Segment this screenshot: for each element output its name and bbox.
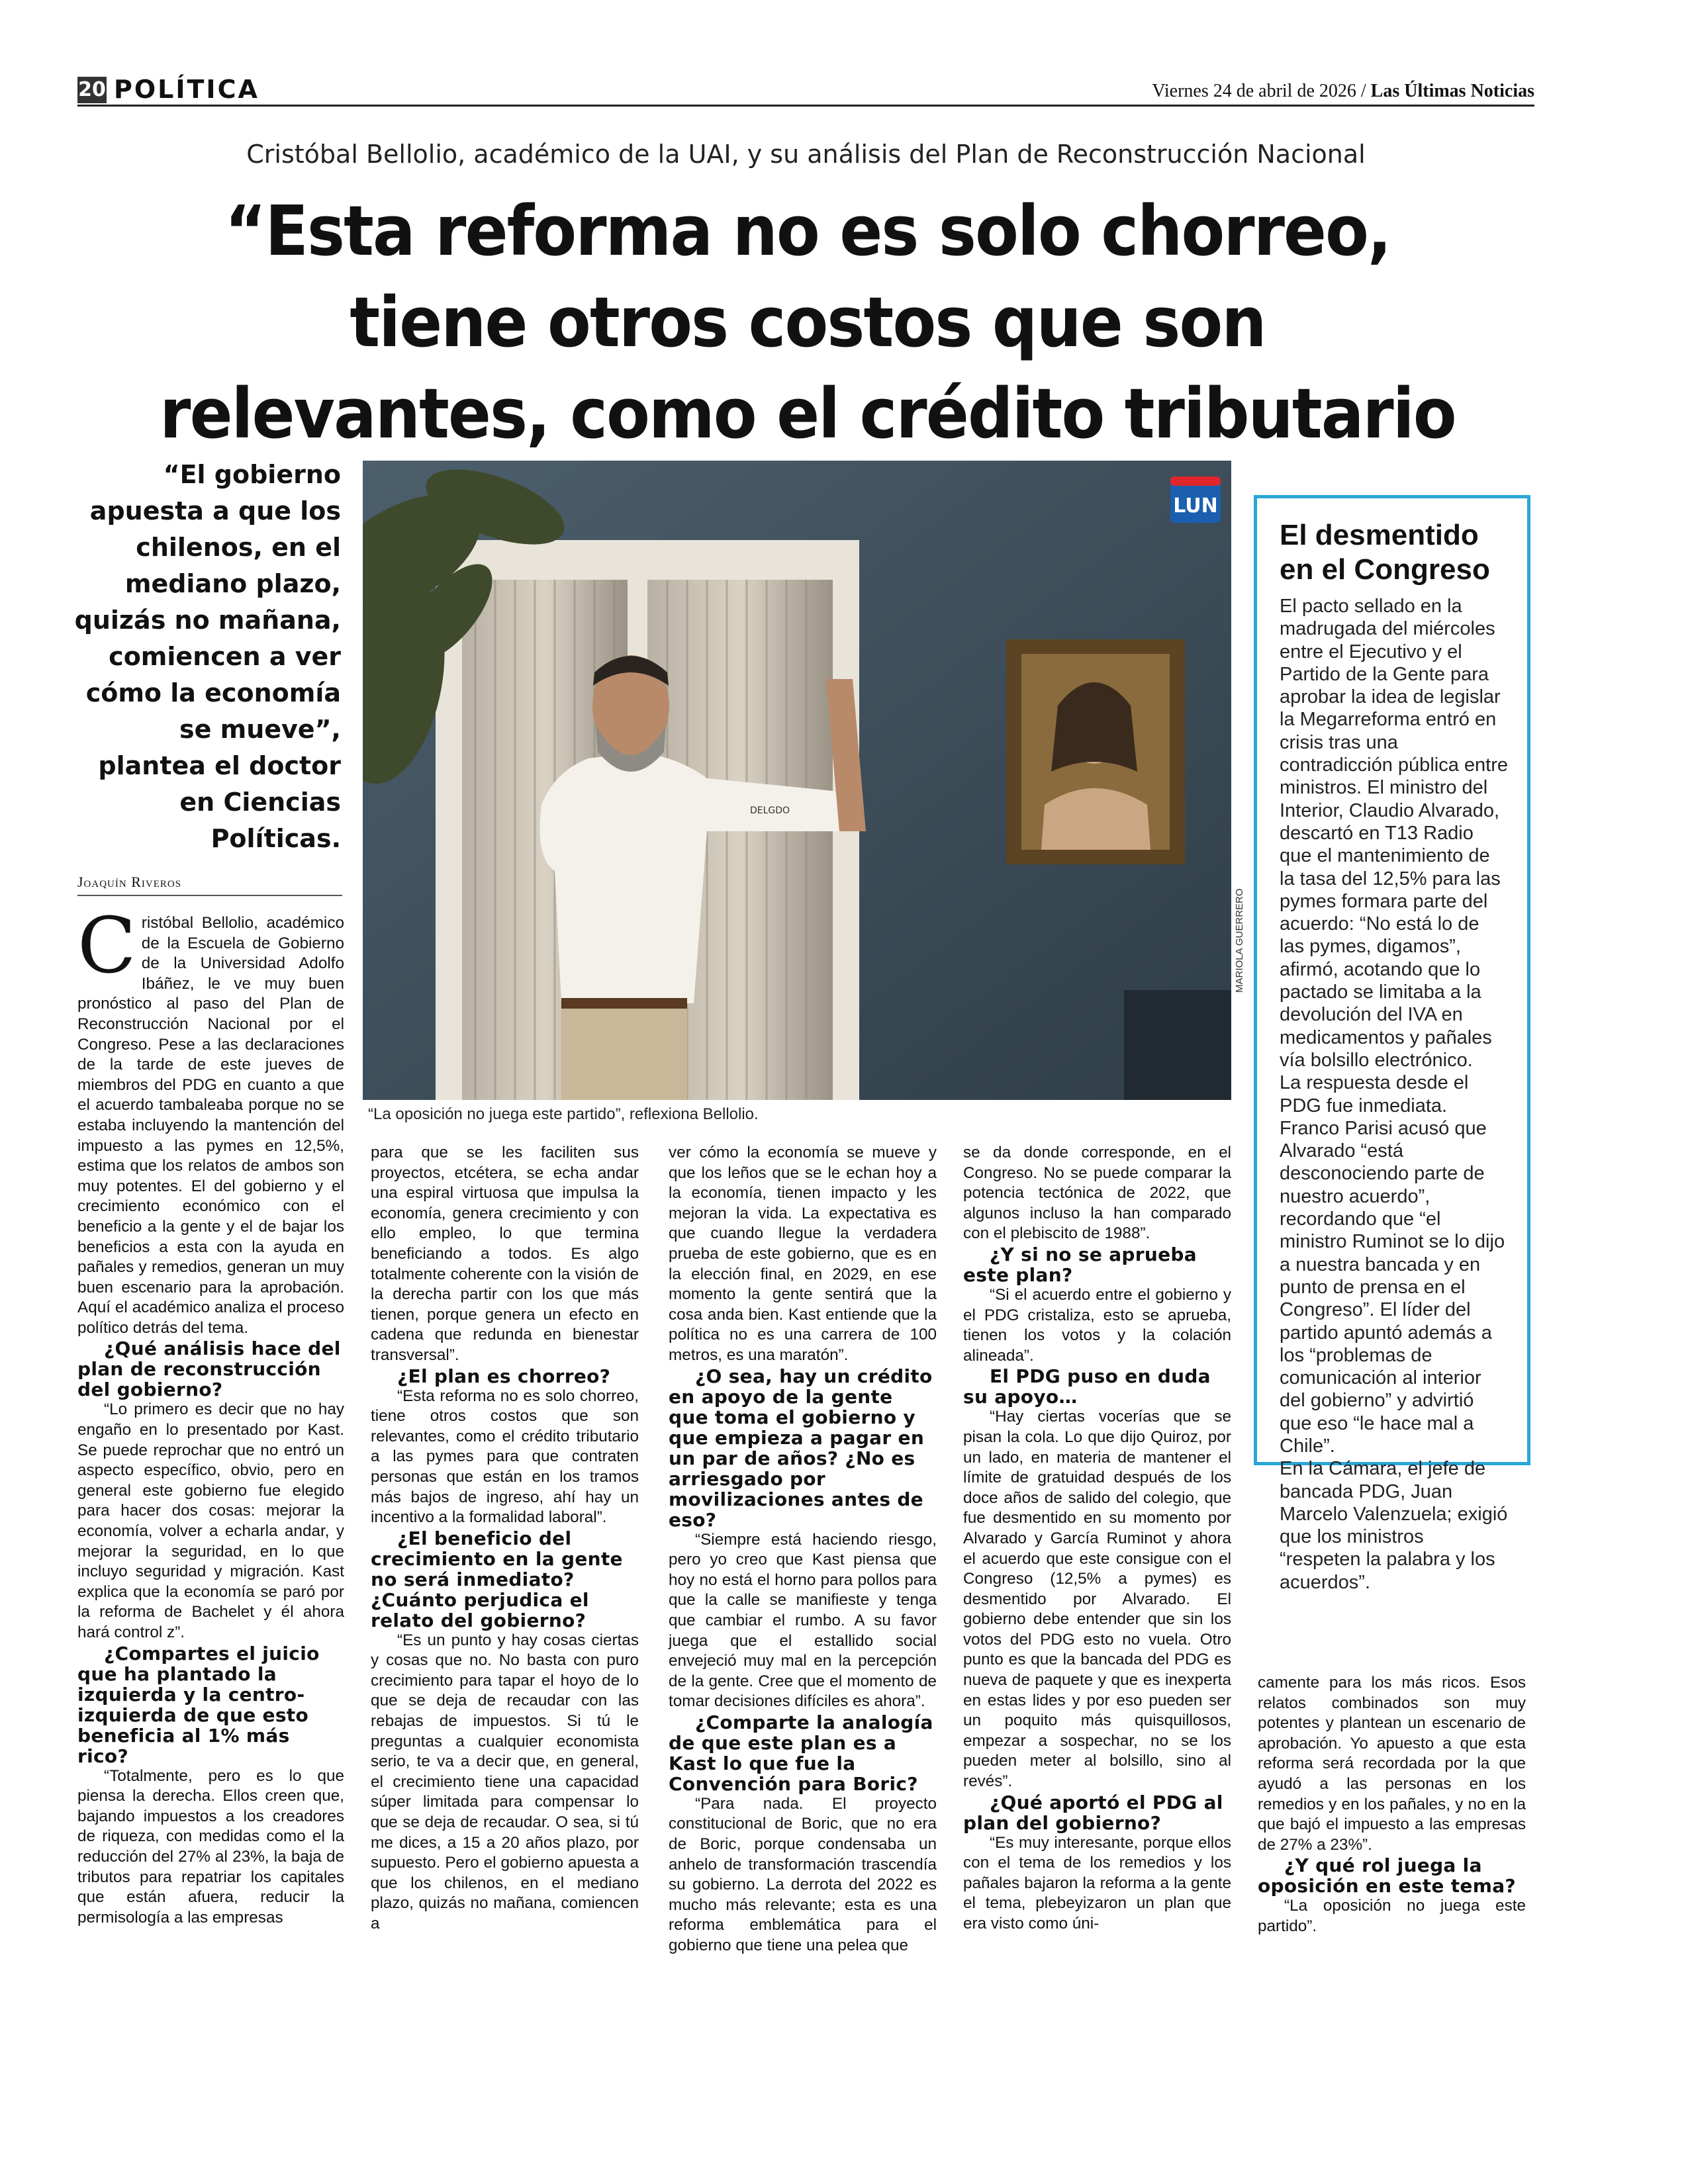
sidebar-title: El desmentido en el Congreso [1280,519,1490,586]
interview-question: ¿Qué aportó el PDG al plan del gobierno? [963,1791,1223,1834]
interview-question: ¿Y qué rol juega la oposición en este tema? [1258,1854,1516,1897]
article-kicker: Cristóbal Bellolio, académico de la UAI, y su análisis del Plan de Reconstrucción Nacional [246,140,1366,169]
interview-question: El PDG puso en duda su apoyo… [963,1365,1211,1408]
article-photo [363,461,1231,1100]
interview-question: ¿O sea, hay un crédito en apoyo de la gente que toma el gobierno y que empieza a pagar en un par de años? ¿No es arriesgado por movilizaciones antes de eso? [669,1365,933,1531]
chair [1124,990,1231,1100]
header-dateline [1152,81,1534,102]
interview-answer: “Si el acuerdo entre el gobierno y el PDG cristaliza, esto se aprueba, tienen los votos y la colación alineada”. [963,1285,1231,1365]
sidebar-box [1254,495,1530,1593]
article-headline: “Esta reforma no es solo chorreo, tiene otros costos que son relevantes, como el crédito tributario [160,191,1456,454]
interview-answer: “Para nada. El proyecto constitucional de Boric, que no era de Boric, porque condensaba un anhelo de transformación trascendía su gobierno. La derrota del 2022 es mucho más relevante; esta es una reforma emblemática para el gobierno que tiene una pelea que [669,1794,937,1955]
interview-question: ¿Y si no se aprueba este plan? [963,1243,1197,1286]
interview-question: ¿Compartes el juicio que ha plantado la izquierda y la centro-izquierda de que esto beneficia al 1% más rico? [77,1642,320,1767]
interview-answer: camente para los más ricos. Esos relatos combinados son muy potentes y plantean un escenario de aprobación. Yo apuesto a que esta reforma será recordada por la que ayudó a las personas en los remedios y en los pañales, y no en la que bajó el impuesto a las empresas de 27% a 23%”. [1258,1674,1526,1854]
interview-answer: para que se les faciliten sus proyectos, etcétera, se echa andar una espiral virtuosa que impulsa la economía, genera crecimiento y con ello empleo, lo que termina beneficiando a todos. Es algo totalmente coherente con la visión de la derecha partir con los que más tienen, porque genera un efecto en cadena que redunda en bienestar transversal”. [371,1144,639,1364]
intro-text: ristóbal Bellolio, académico de la Escuela de Gobierno de la Universidad Adolfo Ibáñez, le ve muy buen pronóstico al paso del Plan de Reconstrucción Nacional por el Congreso. Pese a las declaraciones de la tarde de este jueves de miembros del PDG en cuanto a que el acuerdo tambaleaba porque no se estaba incluyendo la mantención del impuesto a las pymes en 12,5%, estima que los relatos de ambos son muy potentes. El del gobierno y el crecimiento económico con el beneficio a la gente y el de bajar los beneficios a esta con la ayuda en pañales y remedios, generan un muy buen escenario para la aprobación. Aquí el académico analiza el proceso político detrás del tema. [77,914,344,1337]
column-3 [669,1143,937,1956]
column-2 [371,1143,639,1934]
trousers [561,1003,687,1100]
column-5 [1258,1673,1526,1937]
byline-rule [77,895,342,896]
interview-answer: “Hay ciertas vocerías que se pisan la cola. Lo que dijo Quiroz, por un lado, en materia de mantener el límite de gratuidad después de los doce años de salido del colegio, que fue desmentido en su momento por Alvarado y García Ruminot y ahora el acuerdo que este consigue con el Congreso (12,5% a pymes) es desmentido por Alvarado. El gobierno debe entender que sin los votos del PDG esto no vuela. Otro punto es que la bancada del PDG es nueva de paquete y que es inexperta en estas lides y por eso pueden ser un poquito más quisquillosos, empezar a sospechar, no se los pueden meter al bolsillo, sino al revés”. [963,1408,1231,1791]
pull-quote: “El gobierno apuesta a que los chilenos, en el mediano plazo, quizás no mañana, comiencen a ver cómo la economía se mueve”, plantea el doctor en Ciencias Políticas. [74,460,341,853]
interview-answer: “Es un punto y hay cosas ciertas y cosas que no. No basta con puro crecimiento para tapar el hoyo de lo que se deja de recaudar con las rebajas de impuestos. Si tú le preguntas a cualquier economista serio, te va a decir que, en general, el crecimiento tiene una capacidad súper limitada para compensar lo que se deja de recaudar. O sea, si tú me dices, a 15 a 20 años plazo, por supuesto. Pero el gobierno apuesta a que los chilenos, en el mediano plazo, quizás no mañana, comiencen a [371,1631,639,1933]
section-title: POLÍTICA [114,75,259,104]
photo-caption: “La oposición no juega este partido”, reflexiona Bellolio. [368,1105,759,1123]
sidebar-paragraph: En la Cámara, el jefe de bancada PDG, Juan Marcelo Valenzuela; exigió que los ministros “respeten la palabra y los acuerdos”. [1280,1458,1508,1593]
interview-answer: “La oposición no juega este partido”. [1258,1897,1526,1935]
lun-badge-text: LUN [1173,494,1218,518]
photo-illustration [363,461,1231,1100]
interview-answer: “Siempre está haciendo riesgo, pero yo creo que Kast piensa que hoy no está el horno para pollos para que la calle se manifieste y tenga que cambiar el rumbo. A su favor juega que el estallido social envejeció muy mal en la percepción de la gente. Cree que el momento de tomar decisiones difíciles es ahora”. [669,1530,937,1711]
photo-credit: MARIOLA GUERRERO [1234,888,1245,993]
interview-question: ¿Qué análisis hace del plan de reconstrucción del gobierno? [77,1338,341,1401]
sidebar-paragraph: El pacto sellado en la madrugada del miércoles entre el Ejecutivo y el Partido de la Gente para aprobar la idea de legislar la Megarreforma entró en crisis tras una contradicción pública entre ministros. El ministro del Interior, Claudio Alvarado, descartó en T13 Radio que el mantenimiento de la tasa del 12,5% para las pymes formara parte del acuerdo: “No está lo de las pymes, digamos”, afirmó, acotando que lo pactado se limitaba a la devolución del IVA en medicamentos y pañales vía bolsillo electrónico. [1280,596,1508,1071]
interview-question: ¿El beneficio del crecimiento en la gente no será inmediato? ¿Cuánto perjudica el relato del gobierno? [371,1527,623,1631]
interview-answer: “Esta reforma no es solo chorreo, tiene otros costos que son relevantes, como el crédito tributario a las pymes para que contraten personas que están en los tramos más bajos de ingreso, ahí hay un incentivo a la formalidad laboral”. [371,1387,639,1527]
belt [561,998,687,1009]
sidebar-paragraph: La respuesta desde el PDG fue inmediata. Franco Parisi acusó que Alvarado “está desconociendo parte de nuestro acuerdo”, recordando que “el ministro Ruminot se lo dijo a nuestra bancada y en punto de prensa en el Congreso”. El líder del partido apuntó además a los “problemas de comunicación al interior del gobierno” y advirtió que eso “le hace mal a Chile”. [1280,1072,1505,1457]
interview-question: ¿El plan es chorreo? [397,1365,611,1387]
byline: Joaquín Riveros [77,874,182,890]
dateline-separator: / [1360,81,1366,101]
intro-paragraph [77,901,344,1338]
page-number: 20 [77,77,107,103]
interview-answer: “Es muy interesante, porque ellos con el tema de los remedios y los pañales bajaron la reforma a la gente el tema, plebeyizaron un plan que era visto como úni- [963,1833,1231,1933]
interview-answer: “Lo primero es decir que no hay engaño en lo presentado por Kast. Se puede reprochar que no entró un aspecto específico, obvio, pero en general este gobierno fue elegido para hacer dos cosas: mejorar la economía, volver a echarla andar, y mejorar la seguridad, en lo que incluyo seguridad y migración. Kast explica que la economía se paró por la reforma de Bachelet y él ahora hará control z”. [77,1400,344,1641]
publication-name: Las Últimas Noticias [1370,81,1534,101]
interview-answer: “Totalmente, pero es lo que piensa la derecha. Ellos creen que, bajando impuestos a los creadores de riqueza, con medidas como el la reducción del 27% al 23%, la baja de tributos para repatriar los capitales que están afuera, reducir la permisología a las empresas [77,1766,344,1927]
interview-question: ¿Comparte la analogía de que este plan es a Kast lo que fue la Convención para Boric? [669,1711,933,1795]
interview-answer: ver cómo la economía se mueve y que los leños que se le echan hoy a la economía, tienen impacto y les mejoran la vida. La expectativa es que cuando llegue la verdadera prueba de este gobierno, que es en la elección final, en 2029, en ese momento la gente sentirá que la cosa anda bien. Kast entiende que la política no es una carrera de 100 metros, es una maratón”. [669,1144,937,1364]
lun-badge [1170,477,1221,523]
column-4 [963,1143,1231,1934]
header-rule [77,105,1534,107]
drop-cap: C [77,901,136,991]
shirt-print: DELGDO [750,805,790,816]
issue-date: Viernes 24 de abril de 2026 [1152,81,1356,101]
column-1 [77,901,344,1928]
interview-answer: se da donde corresponde, en el Congreso. No se puede comparar la potencia tectónica de 2022, que algunos incluso la han comparado con el plebiscito de 1988”. [963,1144,1231,1243]
